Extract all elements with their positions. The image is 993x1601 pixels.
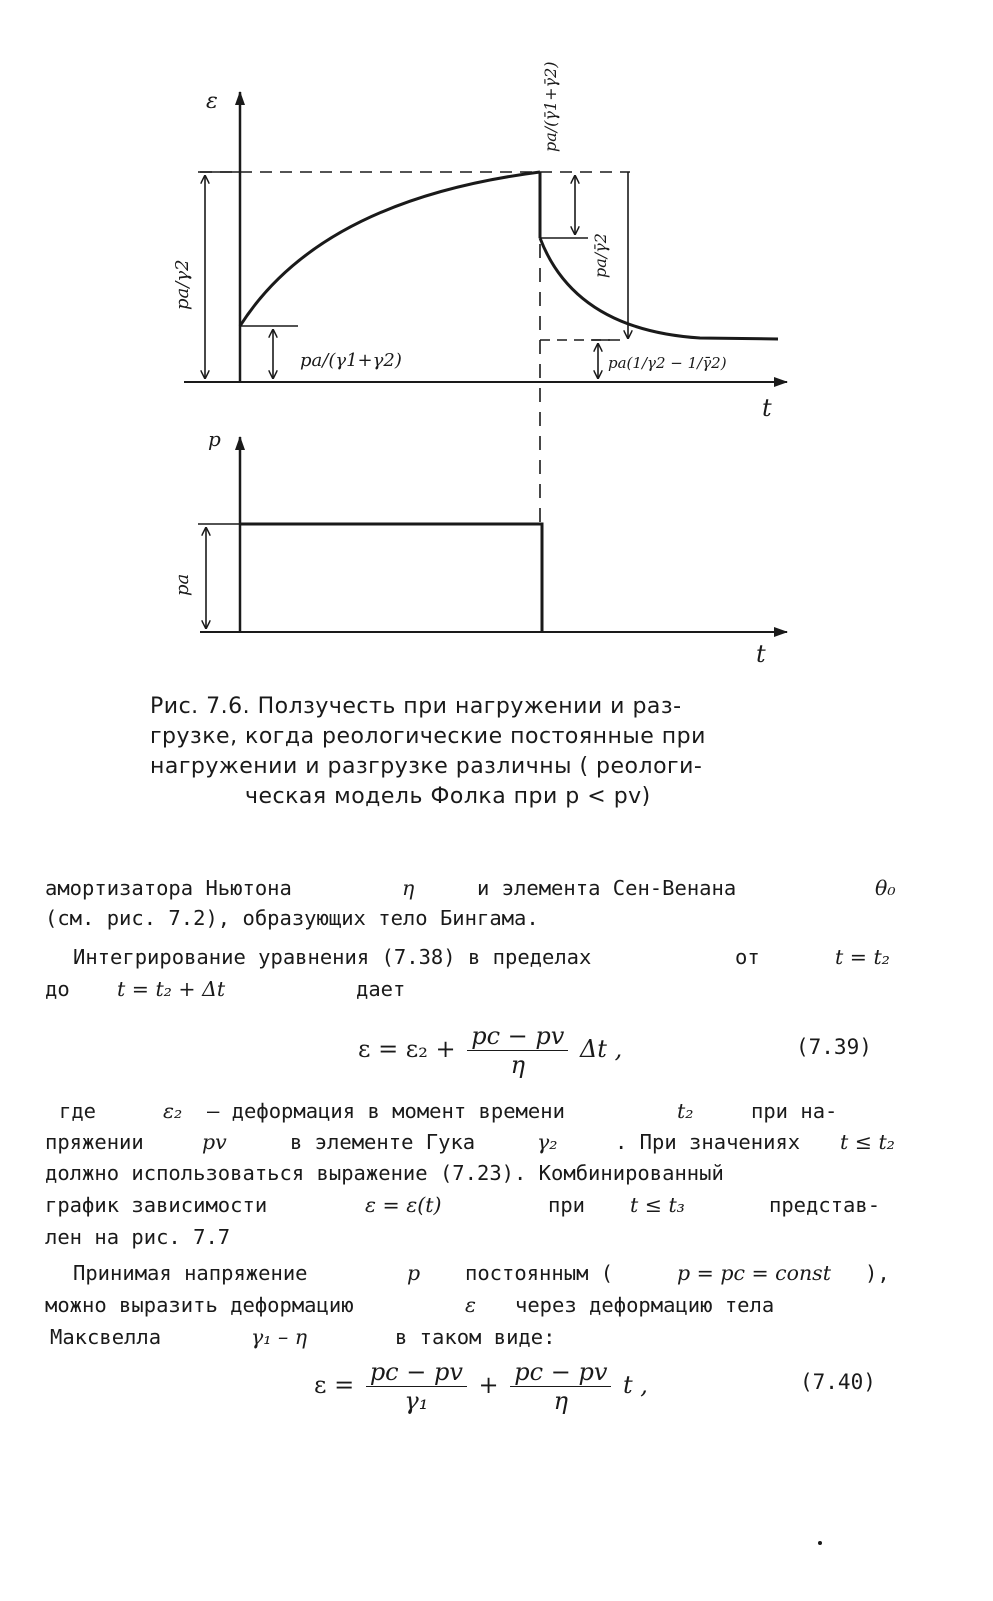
text-line: (см. рис. 7.2), образующих тело Бингама.	[45, 906, 539, 930]
eq40-plus: +	[478, 1371, 499, 1399]
eq39-denominator: η	[510, 1051, 525, 1079]
symbol-p-const: p = pc = const	[677, 1261, 831, 1285]
figure-caption	[150, 692, 850, 812]
text-line: график зависимости	[45, 1193, 268, 1217]
eq40-denominator-1: γ₁	[404, 1387, 429, 1415]
text-line: в таком виде:	[395, 1325, 556, 1349]
symbol-t-le-t3: t ≤ t₃	[630, 1193, 685, 1217]
text-line: . При значениях	[615, 1130, 801, 1154]
text-line: Принимая напряжение	[73, 1261, 308, 1285]
unloading-creep-curve	[540, 238, 778, 339]
eq39-numerator: pc − pv	[467, 1022, 568, 1051]
caption-line-2: грузке, когда реологические постоянные при	[150, 724, 706, 749]
symbol-t-range: t = t₂ + Δt	[117, 977, 226, 1001]
text-line: Интегрирование уравнения (7.38) в пределах	[73, 945, 592, 969]
symbol-eta: η	[402, 876, 415, 900]
time-axis-label-bottom: t	[756, 640, 766, 668]
text-line: от	[735, 945, 760, 969]
text-line: амортизатора Ньютона	[45, 876, 292, 900]
symbol-eps: ε	[465, 1293, 477, 1317]
text-line: в элементе Гука	[290, 1130, 476, 1154]
eq40-left: ε =	[314, 1371, 355, 1399]
text-line: представ-	[769, 1193, 881, 1217]
eq40-right: t ,	[623, 1371, 648, 1399]
label-recover: pa/γ̄2	[591, 233, 610, 278]
label-load: pa	[172, 573, 193, 596]
symbol-pv: pv	[202, 1130, 227, 1154]
eq40-denominator-2: η	[553, 1387, 569, 1415]
stress-axis-label: p	[208, 427, 221, 451]
label-drop: pa/(γ̄1+γ̄2)	[541, 61, 560, 152]
text-line: и элемента Сен-Венана	[477, 876, 737, 900]
label-initial-strain: pa/(γ1+γ2)	[300, 350, 402, 371]
label-total-strain: pa/γ2	[172, 259, 193, 310]
eq40-fraction-2	[510, 1358, 611, 1415]
strain-axis-label: ε	[206, 89, 218, 114]
text-line: через деформацию тела	[515, 1293, 775, 1317]
label-residual: pa(1/γ2 − 1/γ̄2)	[608, 354, 727, 372]
symbol-gamma1-eta: γ₁ – η	[251, 1325, 308, 1349]
strain-plot	[184, 92, 787, 522]
text-line: лен на рис. 7.7	[45, 1225, 231, 1249]
load-step	[240, 524, 542, 632]
eq40-numerator-2: pc − pv	[510, 1358, 611, 1387]
symbol-t-le-t2: t ≤ t₂	[840, 1130, 895, 1154]
text-line: ),	[865, 1261, 890, 1285]
time-axis-label-top: t	[762, 394, 772, 422]
text-line: должно использоваться выражение (7.23). Комбинированный	[45, 1161, 724, 1185]
caption-line-3: нагружении и разгрузке различны ( реологи-	[150, 754, 703, 779]
text-line: при на-	[751, 1099, 838, 1123]
text-line: пряжении	[45, 1130, 144, 1154]
loading-creep-curve	[240, 172, 540, 326]
eq39-left: ε = ε₂ +	[358, 1035, 456, 1063]
equation-number-7-39: (7.39)	[796, 1035, 872, 1059]
text-line: – деформация в момент времени	[207, 1099, 565, 1123]
eq40-fraction-1	[366, 1358, 467, 1415]
symbol-gamma2: γ₂	[537, 1130, 558, 1154]
equation-7-39	[358, 1022, 622, 1079]
eq39-right: Δt ,	[579, 1035, 623, 1063]
text-line: при	[548, 1193, 586, 1217]
equation-7-40	[314, 1358, 648, 1415]
symbol-t-t2: t = t₂	[835, 945, 890, 969]
equation-number-7-40: (7.40)	[800, 1370, 876, 1394]
symbol-theta0: θ₀	[875, 876, 896, 900]
symbol-t2: t₂	[677, 1099, 694, 1123]
text-line: дает	[356, 977, 406, 1001]
eq39-fraction	[467, 1022, 568, 1079]
stress-plot	[198, 437, 787, 632]
text-line: где	[59, 1099, 97, 1123]
caption-line-1: Рис. 7.6. Ползучесть при нагружении и раз-	[150, 694, 682, 719]
text-line: можно выразить деформацию	[45, 1293, 354, 1317]
caption-line-4: ческая модель Фолка при p < pv)	[245, 784, 651, 809]
text-line: Максвелла	[50, 1325, 162, 1349]
text-line: до	[45, 977, 70, 1001]
eq40-numerator-1: pc − pv	[366, 1358, 467, 1387]
creep-figure	[0, 0, 993, 690]
symbol-p: p	[407, 1261, 421, 1285]
symbol-eps2: ε₂	[163, 1099, 183, 1123]
stray-dot	[818, 1541, 822, 1545]
text-line: постоянным (	[465, 1261, 614, 1285]
symbol-eps-t: ε = ε(t)	[365, 1193, 442, 1217]
